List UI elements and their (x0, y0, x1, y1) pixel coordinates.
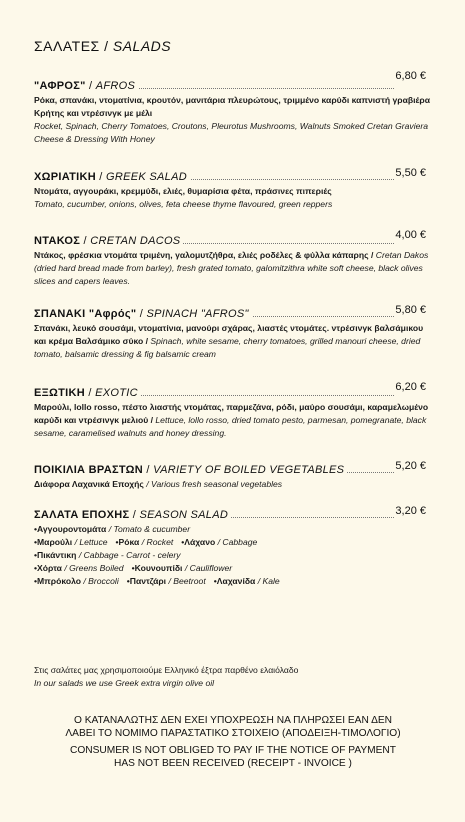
list-item: •Μπρόκολο / Broccoli •Παντζάρι / Beetroot •Λαχανίδα / Kale (34, 576, 280, 586)
list-item: •Μαρούλι / Lettuce •Ρόκα / Rocket •Λάχανο / Cabbage (34, 537, 258, 547)
menu-item-cretan-dacos (34, 231, 434, 288)
item-title: ΧΩΡΙΑΤΙΚΗ / GREEK SALAD (34, 171, 190, 183)
item-description: Ντομάτα, αγγουράκι, κρεμμύδι, ελιές, θυμαρίσια φέτα, πράσινες πιπεριές Tomato, cucumber, onions, olives, feta cheese thyme flavoured, green reppers (34, 186, 333, 209)
item-price: 6,80 € (395, 70, 426, 82)
section-title: ΣΑΛΑΤΕΣ / SALADS (34, 38, 172, 54)
item-title: ΣΑΛΑΤΑ ΕΠΟΧΗΣ / SEASON SALAD (34, 509, 231, 521)
item-description: Ρόκα, σπανάκι, ντοματίνια, κρουτόν, μανιτάρια πλευρώτους, τριμμένο καρύδι καπνιστή γραβιέρα Κρήτης και ντρέσινγκ με μέλι Rocket, Spinach, Cherry Tomatoes, Croutons, Pleurotus Mushrooms, Walnuts Smoked Cretan Graviera Cheese & Dressing With Honey (34, 95, 431, 144)
item-price: 5,20 € (395, 460, 426, 472)
season-options-list (34, 523, 434, 588)
item-title: ΝΤΑΚΟΣ / CRETAN DACOS (34, 235, 183, 247)
item-description: Σπανάκι, λευκό σουσάμι, ντοματίνια, μανούρι σχάρας, λιαστές ντομάτες. ντρέσινγκ βαλσάμικου και κρέμα Βαλσάμικο σύκο / Spinach, white sesame, cherry tomatoes, grilled manouri cheese, dried tomato, balsamic dressing & fig balsamic cream (34, 323, 424, 359)
item-price: 5,80 € (395, 304, 426, 316)
section-title-gr: ΣΑΛΑΤΕΣ (34, 38, 100, 54)
item-description: Ντάκος, φρέσκια ντομάτα τριμένη, γαλομυτζήθρα, ελιές ροδέλες & φύλλα κάπαρης / Cretan Dakos (dried hard bread made from barley), fresh grated tomato, galomitzithra white soft cheese, black olives slices and capers leaves. (34, 250, 429, 286)
list-item: •Αγγουροντομάτα / Tomato & cucumber (34, 524, 191, 534)
list-item: •Χόρτα / Greens Boiled •Κουνουπίδι / Cauliflower (34, 563, 233, 573)
menu-item-greek-salad (34, 167, 434, 211)
olive-oil-note (34, 664, 298, 690)
notice-gr: Ο ΚΑΤΑΝΑΛΩΤΗΣ ΔΕΝ ΕΧΕΙ ΥΠΟΧΡΕΩΣΗ ΝΑ ΠΛΗΡΩΣΕΙ ΕΑΝ ΔΕΝ ΛΑΒΕΙ ΤΟ ΝΟΜΙΜΟ ΠΑΡΑΣΤΑΤΙΚΟ ΣΤΟΙΧΕΙΟ (ΑΠΟΔΕΙΞΗ-ΤΙΜΟΛΟΓΙΟ) (65, 715, 401, 739)
item-price: 6,20 € (395, 381, 426, 393)
menu-item-season-salad (34, 505, 434, 588)
menu-item-boiled-vegetables (34, 460, 434, 491)
item-description: Διάφορα Λαχανικά Εποχής / Various fresh seasonal vegetables (34, 479, 283, 489)
item-title: "ΑΦΡΟΣ" / AFROS (34, 80, 138, 92)
item-price: 3,20 € (395, 505, 426, 517)
olive-oil-note-gr: Στις σαλάτες μας χρησιμοποιούμε Ελληνικό έξτρα παρθένο ελαιόλαδο (34, 665, 299, 675)
notice-en: CONSUMER IS NOT OBLIGED TO PAY IF THE NOTICE OF PAYMENT HAS NOT BEEN RECEIVED (RECEIPT - INVOICE ) (69, 745, 397, 769)
section-title-en: SALADS (112, 38, 172, 54)
menu-item-exotic (34, 383, 434, 440)
item-price: 4,00 € (395, 229, 426, 241)
item-title: ΠΟΙΚΙΛΙΑ ΒΡΑΣΤΩΝ / VARIETY OF BOILED VEGETABLES (34, 464, 347, 476)
olive-oil-note-en: In our salads we use Greek extra virgin olive oil (34, 678, 215, 688)
item-title: ΣΠΑΝΑΚΙ "Αφρός" / SPINACH "AFROS" (34, 308, 252, 320)
item-description: Μαρούλι, lollo rosso, πέστο λιαστής ντομάτας, παρμεζάνα, ρόδι, μαύρο σουσάμι, καραμελωμένο καρύδι και ντρέσινγκ μελιού / Lettuce, lollo rosso, dried tomato pesto, parmesan, pomegranate, black sesame, caramelised walnuts and honey dressing. (34, 402, 429, 438)
consumer-notice (52, 714, 414, 770)
menu-item-spinach-afros (34, 304, 434, 361)
item-title: ΕΞΩΤΙΚΗ / EXOTIC (34, 387, 141, 399)
item-price: 5,50 € (395, 167, 426, 179)
menu-item-afros (34, 70, 434, 146)
list-item: •Πικάντικη / Cabbage - Carrot - celery (34, 550, 181, 560)
